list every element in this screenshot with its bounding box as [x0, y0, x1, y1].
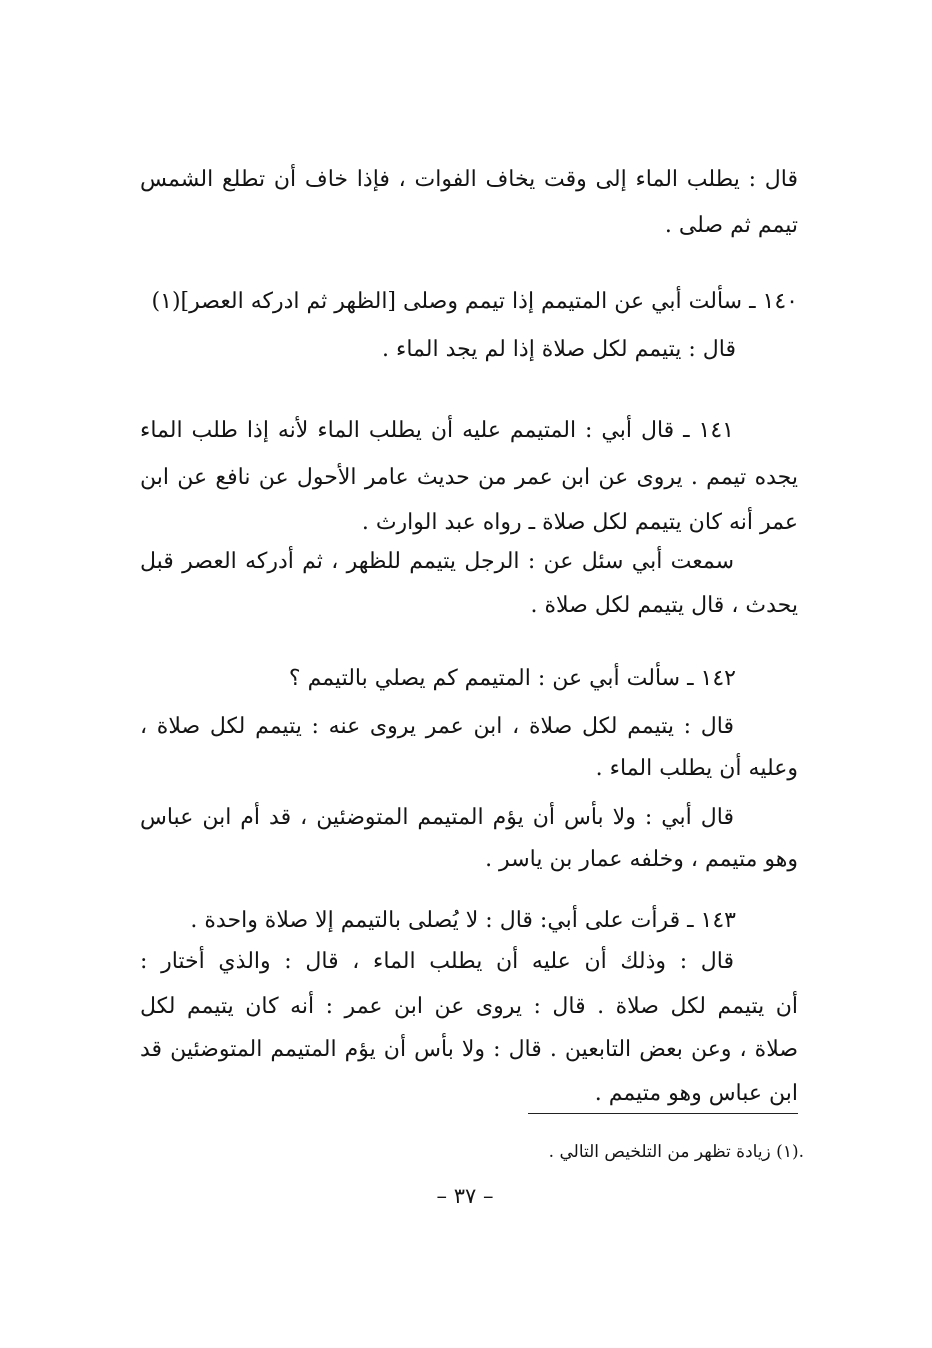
text-line: وعليه أن يطلب الماء . [595, 756, 798, 781]
text-line: قال : وذلك أن عليه أن يطلب الماء ، قال : والذي أختار : [140, 949, 734, 974]
text-line: تيمم ثم صلى . [664, 213, 798, 238]
text-line: قال : يتيمم لكل صلاة إذا لم يجد الماء . [382, 337, 736, 362]
text-line: وهو متيمم ، وخلفه عمار بن ياسر . [485, 847, 798, 872]
footnote-divider [528, 1113, 798, 1114]
text-line: صلاة ، وعن بعض التابعين . قال : ولا بأس أن يؤم المتيمم المتوضئين قد [140, 1037, 798, 1062]
paragraph-141-heading: ١٤١ ـ قال أبي : المتيمم عليه أن يطلب الماء لأنه إذا طلب الماء [140, 418, 734, 443]
text-line: قال : يطلب الماء إلى وقت يخاف الفوات ، فإذا خاف أن تطلع الشمس [140, 167, 798, 192]
page-number: – ٣٧ – [436, 1184, 494, 1208]
paragraph-143-heading: ١٤٣ ـ قرأت على أبي: قال : لا يُصلى بالتيمم إلا صلاة واحدة . [190, 908, 736, 933]
text-line: أن يتيمم لكل صلاة . قال : يروى عن ابن عمر : أنه كان يتيمم لكل [140, 994, 798, 1019]
text-line: سمعت أبي سئل عن : الرجل يتيمم للظهر ، ثم أدركه العصر قبل [140, 549, 734, 574]
text-line: يجده تيمم . يروى عن ابن عمر من حديث عامر الأحول عن نافع عن ابن [140, 465, 798, 490]
text-line: عمر أنه كان يتيمم لكل صلاة ـ رواه عبد الوارث . [361, 510, 798, 535]
paragraph-142-heading: ١٤٢ ـ سألت أبي عن : المتيمم كم يصلي بالتيمم ؟ [288, 666, 736, 691]
text-line: ابن عباس وهو متيمم . [594, 1081, 798, 1106]
text-line: قال : يتيمم لكل صلاة ، ابن عمر يروى عنه : يتيمم لكل صلاة ، [140, 714, 734, 739]
footnote: .(١) زيادة تظهر من التلخيص التالي . [548, 1142, 804, 1162]
text-line: قال أبي : ولا بأس أن يؤم المتيمم المتوضئين ، قد أم ابن عباس [140, 805, 734, 830]
paragraph-140-heading: ١٤٠ ـ سألت أبي عن المتيمم إذا تيمم وصلى [الظهر ثم ادركه العصر](١) [151, 289, 798, 314]
text-line: يحدث ، قال يتيمم لكل صلاة . [530, 593, 798, 618]
